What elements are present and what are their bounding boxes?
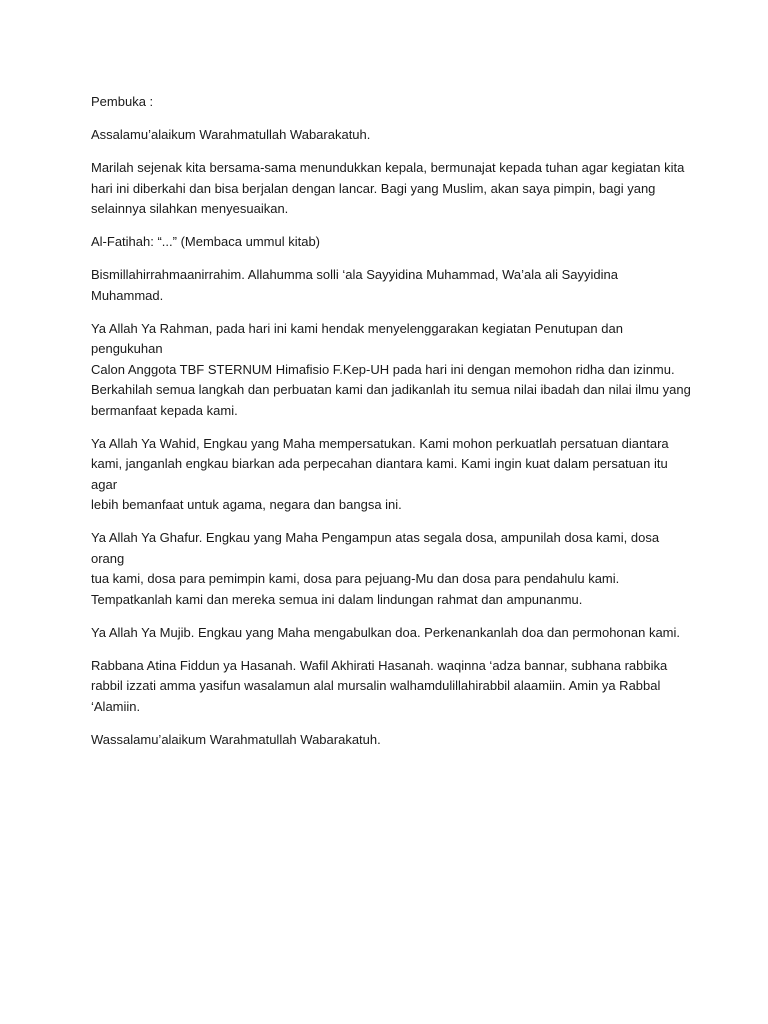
paragraph-opening-label: Pembuka : <box>91 94 154 109</box>
paragraph-closing-greeting: Wassalamu’alaikum Warahmatullah Wabarakatuh. <box>91 731 381 747</box>
paragraph-ya-wahid: Ya Allah Ya Wahid, Engkau yang Maha mempersatukan. Kami mohon perkuatlah persatuan diantara kami, janganlah engkau biarkan ada perpecahan diantara kami. Kami ingin kuat dalam persatuan itu agar lebih bemanfaat untuk agama, negara dan bangsa ini. <box>91 435 669 512</box>
paragraph-ya-ghafur: Ya Allah Ya Ghafur. Engkau yang Maha Pengampun atas segala dosa, ampunilah dosa kami, dosa orang tua kami, dosa para pemimpin kami, dosa para pejuang-Mu dan dosa para pendahulu kami. Tempatkanlah kami dan mereka semua ini dalam lindungan rahmat dan ampunanmu. <box>91 530 660 607</box>
paragraph-invitation: Marilah sejenak kita bersama-sama menundukkan kepala, bermunajat kepada tuhan agar kegiatan kita hari ini diberkahi dan bisa berjalan dengan lancar. Bagi yang Muslim, akan saya pimpin, bagi yang selainnya silahkan menyesuaikan. <box>91 160 685 216</box>
document-body <box>91 92 691 763</box>
paragraph-greeting: Assalamu’alaikum Warahmatullah Wabarakatuh. <box>91 127 371 142</box>
paragraph-ya-rahman: Ya Allah Ya Rahman, pada hari ini kami hendak menyelenggarakan kegiatan Penutupan dan pengukuhan Calon Anggota TBF STERNUM Himafisio F.Kep-UH pada hari ini dengan memohon ridha dan izinmu. Berkahilah semua langkah dan perbuatan kami dan jadikanlah itu semua nilai ibadah dan nilai ilmu yang bermanfaat kepada kami. <box>91 320 691 418</box>
paragraph-bismillah: Bismillahirrahmaanirrahim. Allahumma solli ‘ala Sayyidina Muhammad, Wa’ala ali Sayyidina Muhammad. <box>91 267 618 303</box>
paragraph-rabbana: Rabbana Atina Fiddun ya Hasanah. Wafil Akhirati Hasanah. waqinna ‘adza bannar, subhana rabbika rabbil izzati amma yasifun wasalamun alal mursalin walhamdulillahirabbil alaamiin. Amin ya Rabbal ‘Alamiin. <box>91 657 668 714</box>
paragraph-ya-mujib: Ya Allah Ya Mujib. Engkau yang Maha mengabulkan doa. Perkenankanlah doa dan permohonan kami. <box>91 624 681 640</box>
paragraph-al-fatihah: Al-Fatihah: “...” (Membaca ummul kitab) <box>91 234 321 249</box>
